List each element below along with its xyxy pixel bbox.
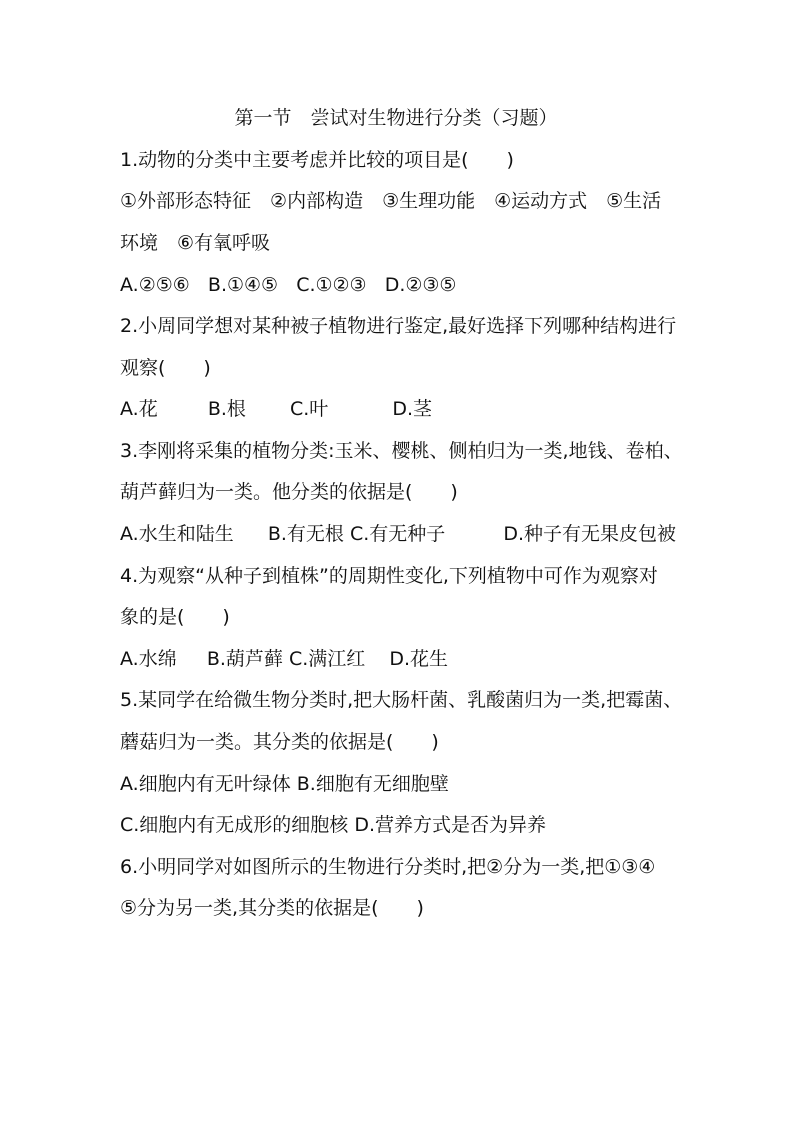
question-3-option-a: A.水生和陆生 xyxy=(120,523,234,545)
page-title: 第一节 尝试对生物进行分类（习题） xyxy=(234,107,558,129)
question-1-option-d: D.②③⑤ xyxy=(384,274,457,296)
question-1-stem-line-2: ①外部形态特征 ②内部构造 ③生理功能 ④运动方式 ⑤生活 xyxy=(120,190,662,212)
question-4-option-b: B.葫芦藓 xyxy=(206,648,283,670)
question-6-stem-line-1: 6.小明同学对如图所示的生物进行分类时,把②分为一类,把①③④ xyxy=(120,856,656,878)
question-4-stem-line-2: 象的是( ) xyxy=(120,606,230,628)
question-1-options xyxy=(120,270,456,300)
question-5-stem-line-1: 5.某同学在给微生物分类时,把大肠杆菌、乳酸菌归为一类,把霉菌、 xyxy=(120,689,683,711)
question-2-option-b: B.根 xyxy=(207,398,246,420)
question-4-stem-line-1: 4.为观察“从种子到植株”的周期性变化,下列植物中可作为观察对 xyxy=(120,565,658,587)
question-3-option-c: C.有无种子 xyxy=(349,523,446,545)
question-3-option-d: D.种子有无果皮包被 xyxy=(503,523,677,545)
question-1-stem-line-3: 环境 ⑥有氧呼吸 xyxy=(120,232,271,254)
question-5-option-a: A.细胞内有无叶绿体 xyxy=(120,773,291,795)
question-2-option-c: C.叶 xyxy=(289,398,329,420)
question-5-option-c: C.细胞内有无成形的细胞核 xyxy=(120,814,349,836)
question-4-options xyxy=(120,644,448,674)
question-5-stem-line-2: 蘑菇归为一类。其分类的依据是( ) xyxy=(120,731,439,753)
question-2-options xyxy=(120,394,432,424)
question-4-option-d: D.花生 xyxy=(389,648,449,670)
question-5-option-b: B.细胞有无细胞壁 xyxy=(296,773,449,795)
question-2-option-d: D.茎 xyxy=(392,398,433,420)
question-6-stem-line-2: ⑤分为另一类,其分类的依据是( ) xyxy=(120,897,424,919)
question-3-option-b: B.有无根 xyxy=(267,523,344,545)
question-5-options-row-1 xyxy=(120,769,449,799)
question-5-options-row-2 xyxy=(120,810,546,840)
question-2-stem-line-2: 观察( ) xyxy=(120,357,211,379)
question-1-option-a: A.②⑤⑥ xyxy=(120,274,190,296)
question-1-option-c: C.①②③ xyxy=(296,274,367,296)
question-1-option-b: B.①④⑤ xyxy=(207,274,279,296)
question-5-option-d: D.营养方式是否为异养 xyxy=(354,814,547,836)
question-4-option-a: A.水绵 xyxy=(120,648,177,670)
question-2-stem-line-1: 2.小周同学想对某种被子植物进行鉴定,最好选择下列哪种结构进行 xyxy=(120,315,677,337)
question-3-options xyxy=(120,519,676,549)
question-3-stem-line-2: 葫芦藓归为一类。他分类的依据是( ) xyxy=(120,481,458,503)
question-4-option-c: C.满江红 xyxy=(288,648,366,670)
question-2-option-a: A.花 xyxy=(120,398,158,420)
question-1-stem-line-1: 1.动物的分类中主要考虑并比较的项目是( ) xyxy=(120,149,514,171)
question-3-stem-line-1: 3.李刚将采集的植物分类:玉米、樱桃、侧柏归为一类,地钱、卷柏、 xyxy=(120,440,683,462)
